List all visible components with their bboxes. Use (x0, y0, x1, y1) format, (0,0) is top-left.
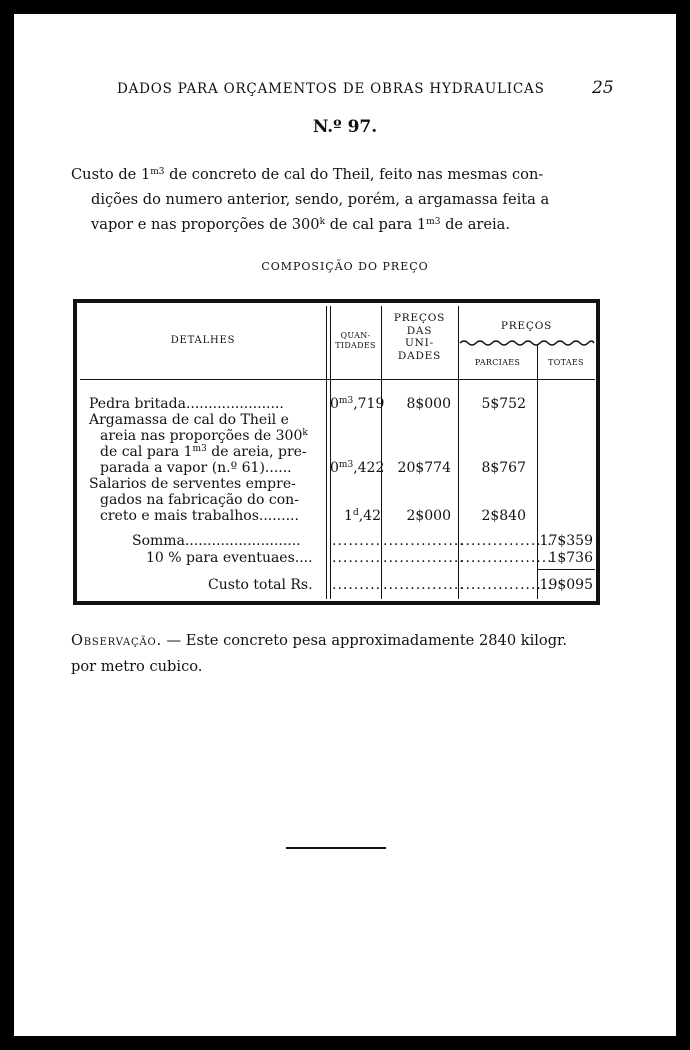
header-quantidades: QUAN- TIDADES (335, 331, 376, 350)
eventuaes-dots-qty: ......... (332, 550, 382, 566)
header-parciaes: PARCIAES (474, 358, 521, 367)
precos-wavy-rule (460, 339, 594, 347)
row-pedra-britada-partial: 5$752 (481, 396, 526, 412)
eventuaes-dots-partial: ................. (460, 550, 553, 566)
row-argamassa-line-3: de cal para $1^{m3}$ de areia, pre- (100, 444, 307, 460)
row-argamassa-line-1: Argamassa de cal do Theil e (89, 412, 289, 428)
header-precos: PREÇOS (500, 320, 553, 332)
page (14, 14, 676, 1036)
table-caption: COMPOSIÇÃO DO PREÇO (261, 260, 429, 273)
observation-line-1: Observação. — Este concreto pesa approximadamente 2840 kilogr. (71, 632, 568, 649)
observation-label: Observação. (71, 632, 162, 649)
custo-total-label: Custo total Rs. (208, 577, 313, 593)
row-salarios-unit-price: 2$000 (406, 508, 451, 524)
intro-line-3: vapor e nas proporções de 300$^k$ de cal para $1^{m3}$ de areia. (91, 216, 511, 233)
row-salarios-partial: 2$840 (481, 508, 526, 524)
document-title: N.º 97. (312, 117, 378, 137)
intro-line-2: dições do numero anterior, sendo, porém, a argamassa feita a (91, 191, 550, 208)
row-pedra-britada-unit-price: 8$000 (406, 396, 451, 412)
row-argamassa-unit-price: 20$774 (397, 460, 451, 476)
intro-line-1: Custo de $1^{m3}$ de concreto de cal do Theil, feito nas mesmas con- (71, 166, 544, 183)
column-divider-qty (326, 306, 327, 599)
somma-total: 17$359 (539, 533, 593, 549)
row-argamassa-partial: 8$767 (481, 460, 526, 476)
total-rule (537, 569, 595, 570)
eventuaes-total: 1$736 (548, 550, 593, 566)
row-salarios-line-1: Salarios de serventes empre- (89, 476, 296, 492)
row-argamassa-line-2: areia nas proporções de 300$^k$ (100, 428, 308, 444)
header-detalhes: DETALHES (170, 335, 236, 346)
somma-dots-qty: ......... (332, 533, 382, 549)
eventuaes-dots-unit: ............... (383, 550, 465, 566)
row-argamassa-qty: $0^{m3},422$ (330, 460, 385, 476)
running-head: DADOS PARA ORÇAMENTOS DE OBRAS HYDRAULICAS (117, 81, 545, 97)
custo-dots-unit: ............... (383, 577, 465, 593)
footer-rule (286, 847, 386, 849)
row-argamassa-line-4: parada a vapor (n.º 61)...... (100, 460, 292, 476)
somma-dots-unit: ............... (383, 533, 465, 549)
row-salarios-line-3: creto e mais trabalhos......... (100, 508, 299, 524)
row-salarios-line-2: gados na fabricação do con- (100, 492, 299, 508)
row-pedra-britada-qty: $0^{m3},719$ (330, 396, 385, 412)
row-pedra-britada-label: Pedra britada...................... (89, 396, 284, 412)
header-precos-das-unidades: PREÇOS DAS UNI- DADES (393, 312, 446, 362)
custo-total-value: 19$095 (539, 577, 593, 593)
page-number: 25 (592, 78, 614, 98)
somma-label: Somma.......................... (132, 533, 301, 549)
custo-dots-qty: ......... (332, 577, 382, 593)
row-salarios-qty: 1$^d$,42 (344, 508, 381, 524)
somma-dots-partial: ................. (460, 533, 553, 549)
eventuaes-label: 10 % para eventuaes.... (146, 550, 313, 566)
header-totaes: TOTAES (548, 358, 584, 367)
header-rule (80, 379, 595, 380)
observation-line-2: por metro cubico. (71, 658, 203, 675)
custo-dots-partial: ................. (460, 577, 553, 593)
